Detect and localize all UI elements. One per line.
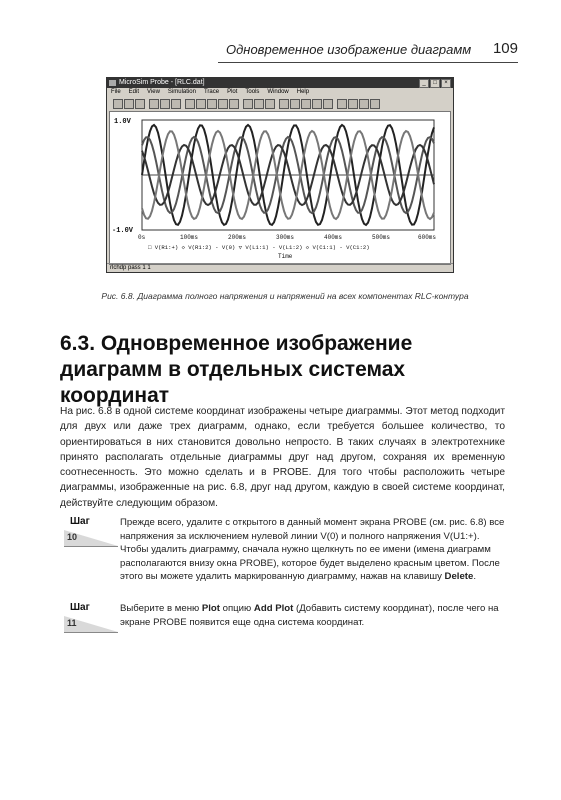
minimize-icon: _: [419, 79, 429, 88]
probe-window-screenshot: [106, 77, 454, 273]
zoom-icon: [229, 99, 239, 109]
step-menu-name: Plot: [201, 603, 220, 614]
running-header: [218, 40, 518, 60]
step-text: [120, 516, 508, 584]
y-bottom-label: -1.0V: [112, 227, 134, 235]
step-number-box: [64, 616, 118, 633]
toolbar-button-icon: [312, 99, 322, 109]
zoom-icon: [196, 99, 206, 109]
menu-item: Trace: [203, 89, 220, 95]
menu-item: Help: [296, 89, 310, 95]
toolbar-button-icon: [290, 99, 300, 109]
toolbar-button-icon: [370, 99, 380, 109]
status-bar: rlchdp pass 1 1: [107, 263, 453, 272]
window-titlebar: [107, 78, 453, 88]
toolbar-button-icon: [124, 99, 134, 109]
body-paragraph: На рис. 6.8 в одной системе координат изображены четыре диаграммы. Этот метод подходит для двух или даже трех диаграмм, однако, если требуется большее количество, то ориентироваться в них становится довольно непросто. В таких случаях в электротехнике принято располагать отдельные диаграммы друг над другом, сохраняя их временную соотнесенность. Это можно сделать и в PROBE. Для того чтобы расположить четыре диаграммы, изображенные на рис. 6.8, друг над другом, каждую в своей системе координат, действуйте следующим образом.: [60, 406, 505, 509]
step-number-box: [64, 530, 118, 547]
menu-item: File: [111, 89, 121, 95]
y-top-label: 1.0V: [114, 118, 131, 126]
header-title: Одновременное изображение диаграмм: [226, 42, 472, 57]
step-key-name: Delete: [444, 571, 474, 583]
toolbar-button-icon: [279, 99, 289, 109]
step-text: [120, 602, 508, 629]
x-tick: 100ms: [180, 234, 199, 241]
toolbar-button-icon: [301, 99, 311, 109]
page-number: 109: [492, 40, 518, 57]
step-option-name: Add Plot: [253, 603, 294, 614]
toolbar-button-icon: [348, 99, 358, 109]
x-tick: 300ms: [276, 234, 295, 241]
step-marker: [60, 602, 120, 642]
zoom-icon: [185, 99, 195, 109]
step-text-c: (Добавить систему координат), после чего на экране PROBE появится еще одна система координат.: [120, 603, 499, 628]
toolbar-button-icon: [359, 99, 369, 109]
x-tick: 500ms: [372, 234, 391, 241]
trace-legend: □ V(R1:+) ◇ V(R1:2) - V(0) ▽ V(L1:1) - V(L1:2) ◇ V(C1:1) - V(C1:2): [148, 244, 370, 251]
figure-caption: Рис. 6.8. Диаграмма полного напряжения и напряжений на всех компонентах RLC-контура: [101, 291, 469, 301]
zoom-icon: [218, 99, 228, 109]
toolbar-button-icon: [323, 99, 333, 109]
menu-bar: [107, 88, 453, 97]
step-text-a: Выберите в меню: [120, 603, 202, 614]
x-tick: 400ms: [324, 234, 343, 241]
step-text-end: .: [473, 571, 476, 583]
close-icon: ×: [441, 79, 451, 88]
window-title: MicroSim Probe - [RLC.dat]: [119, 79, 205, 86]
toolbar-button-icon: [135, 99, 145, 109]
x-tick: 0s: [138, 234, 146, 241]
step-text-body: Прежде всего, удалите с открытого в данный момент экрана PROBE (см. рис. 6.8) все напряжения за исключением нулевой линии V(0) и полного напряжения V(U1:+). Чтобы удалить диаграмму, сначала нужно щелкнуть по ее имени (имена диаграмм располагаются внизу окна PROBE), которое будет выделено красным цветом. После этого вы можете удалить маркированную диаграмму, нажав на клавишу: [120, 517, 505, 583]
step-marker: [60, 516, 120, 556]
section-heading: 6.3. Одновременное изображение диаграмм в отдельных системах координат: [60, 332, 413, 407]
menu-item: Plot: [227, 89, 238, 95]
step-label: Шаг: [70, 516, 90, 527]
toolbar-button-icon: [160, 99, 170, 109]
menu-item: Window: [267, 89, 289, 95]
toolbar-button-icon: [243, 99, 253, 109]
maximize-icon: □: [430, 79, 440, 88]
waveform-plot: [110, 112, 450, 262]
menu-item: View: [147, 89, 160, 95]
menu-item: Edit: [128, 89, 140, 95]
app-icon: [109, 80, 116, 86]
toolbar: [107, 97, 453, 110]
menu-item: Simulation: [167, 89, 196, 95]
x-tick: 200ms: [228, 234, 247, 241]
toolbar-button-icon: [337, 99, 347, 109]
x-tick: 600ms: [418, 234, 437, 241]
toolbar-button-icon: [149, 99, 159, 109]
x-axis-label: Time: [278, 253, 293, 260]
toolbar-button-icon: [254, 99, 264, 109]
plot-area: [109, 111, 451, 265]
zoom-icon: [207, 99, 217, 109]
step-text-b: опцию: [219, 603, 254, 614]
step-number: 10: [67, 532, 78, 542]
toolbar-button-icon: [171, 99, 181, 109]
toolbar-button-icon: [113, 99, 123, 109]
toolbar-button-icon: [265, 99, 275, 109]
window-controls: [419, 79, 451, 88]
menu-item: Tools: [245, 89, 260, 95]
step-number: 11: [67, 618, 77, 628]
step-label: Шаг: [70, 602, 90, 613]
header-rule: [218, 62, 518, 63]
